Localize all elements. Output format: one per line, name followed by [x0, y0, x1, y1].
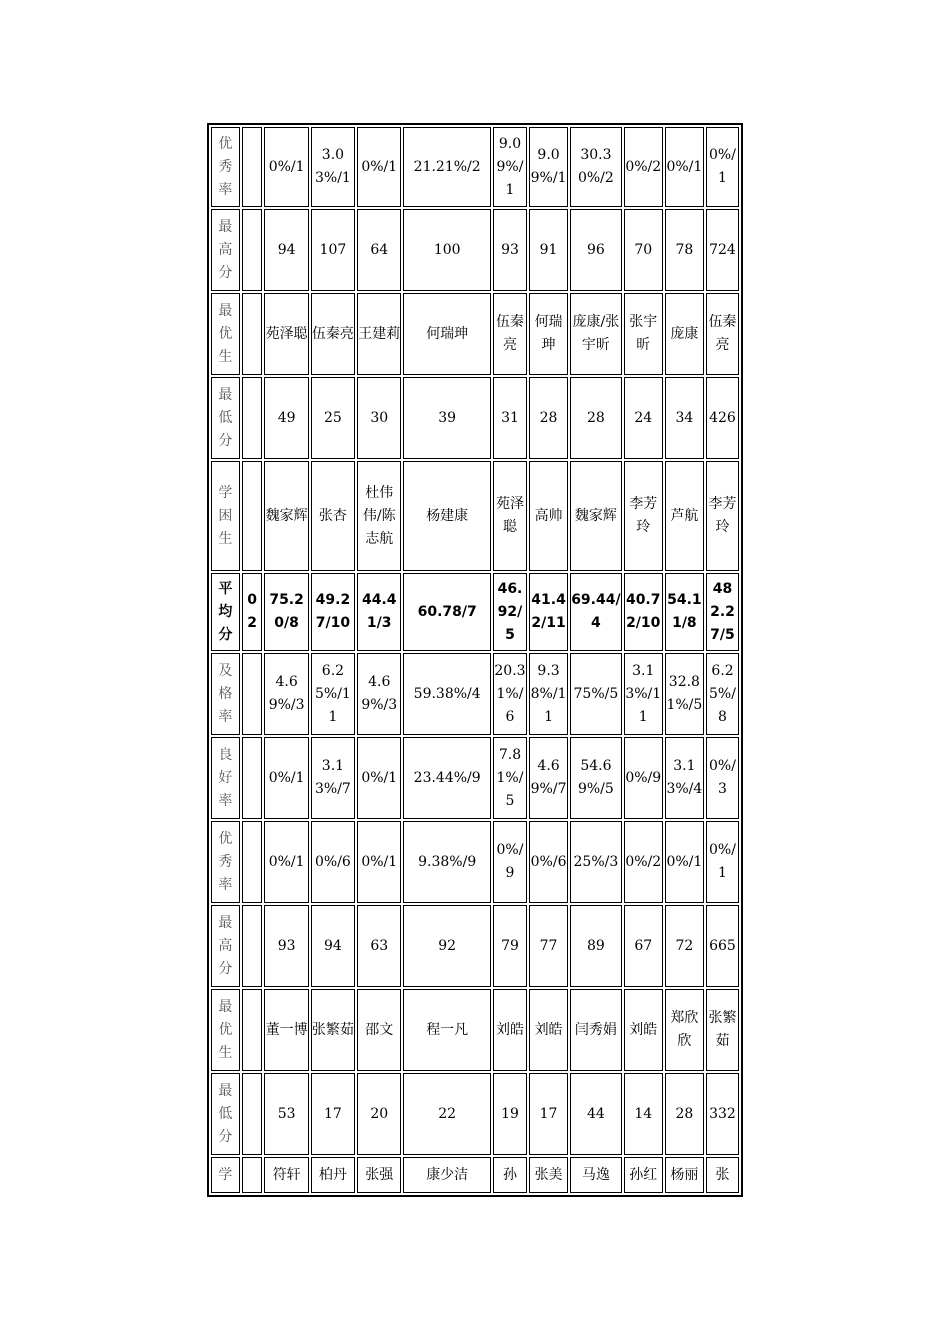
table-cell: 康少洁 [403, 1157, 491, 1193]
table-cell: 王建莉 [357, 293, 401, 375]
table-cell: 69.44/4 [570, 573, 622, 651]
table-cell: 符轩 [264, 1157, 308, 1193]
table-cell: 0%/2 [624, 821, 663, 903]
table-cell: 刘皓 [624, 989, 663, 1071]
table-cell: 3.13%/7 [311, 737, 355, 819]
table-cell: 100 [403, 209, 491, 291]
class-code-cell [242, 461, 263, 571]
table-cell: 426 [706, 377, 739, 459]
table-cell: 0%/9 [493, 821, 527, 903]
table-row [211, 989, 739, 1071]
table-cell: 107 [311, 209, 355, 291]
table-cell: 0%/1 [264, 737, 308, 819]
table-cell: 孙 [493, 1157, 527, 1193]
table-cell: 59.38%/4 [403, 653, 491, 735]
table-cell: 46.92/5 [493, 573, 527, 651]
table-cell: 4.69%/3 [264, 653, 308, 735]
table-cell: 34 [665, 377, 704, 459]
table-row [211, 461, 739, 571]
table-cell: 54.11/8 [665, 573, 704, 651]
table-cell: 柏丹 [311, 1157, 355, 1193]
table-cell: 78 [665, 209, 704, 291]
table-cell: 张繁茹 [706, 989, 739, 1071]
table-row [211, 209, 739, 291]
table-cell: 0%/6 [529, 821, 568, 903]
table-cell: 64 [357, 209, 401, 291]
table-cell: 93 [493, 209, 527, 291]
table-row [211, 821, 739, 903]
table-cell: 20.31%/6 [493, 653, 527, 735]
table-cell: 9.38%/11 [529, 653, 568, 735]
class-code-cell [242, 653, 263, 735]
table-cell: 24 [624, 377, 663, 459]
table-cell: 张 [706, 1157, 739, 1193]
table-cell: 4.69%/7 [529, 737, 568, 819]
table-cell: 482.27/5 [706, 573, 739, 651]
row-label: 最低分 [211, 377, 240, 459]
table-cell: 芦航 [665, 461, 704, 571]
table-row [211, 573, 739, 651]
table-cell: 庞康/张宇昕 [570, 293, 622, 375]
table-row [211, 905, 739, 987]
class-code-cell [242, 1157, 263, 1193]
class-code-cell [242, 905, 263, 987]
table-cell: 70 [624, 209, 663, 291]
table-cell: 0%/1 [706, 821, 739, 903]
table-cell: 张宇昕 [624, 293, 663, 375]
class-code-cell [242, 377, 263, 459]
class-code-cell: 02 [242, 573, 263, 651]
table-cell: 0%/1 [357, 127, 401, 207]
table-row [211, 653, 739, 735]
table-cell: 91 [529, 209, 568, 291]
table-cell: 郑欣欣 [665, 989, 704, 1071]
table-cell: 53 [264, 1073, 308, 1155]
table-cell: 苑泽聪 [264, 293, 308, 375]
table-cell: 30.30%/2 [570, 127, 622, 207]
table-cell: 3.13%/11 [624, 653, 663, 735]
table-cell: 44 [570, 1073, 622, 1155]
class-code-cell [242, 989, 263, 1071]
table-cell: 3.13%/4 [665, 737, 704, 819]
table-cell: 67 [624, 905, 663, 987]
table-cell: 刘皓 [493, 989, 527, 1071]
table-cell: 31 [493, 377, 527, 459]
table-cell: 89 [570, 905, 622, 987]
class-code-cell [242, 209, 263, 291]
table-cell: 杜伟伟/陈志航 [357, 461, 401, 571]
table-cell: 79 [493, 905, 527, 987]
table-body [211, 127, 739, 1193]
table-cell: 0%/1 [264, 127, 308, 207]
table-cell: 0%/3 [706, 737, 739, 819]
table-row [211, 1157, 739, 1193]
table-cell: 665 [706, 905, 739, 987]
table-cell: 25%/3 [570, 821, 622, 903]
table-cell: 32.81%/5 [665, 653, 704, 735]
table-cell: 李芳玲 [624, 461, 663, 571]
class-code-cell [242, 127, 263, 207]
row-label: 最高分 [211, 209, 240, 291]
table-cell: 孙红 [624, 1157, 663, 1193]
row-label: 最优生 [211, 293, 240, 375]
table-cell: 63 [357, 905, 401, 987]
table-cell: 程一凡 [403, 989, 491, 1071]
table-cell: 39 [403, 377, 491, 459]
table-cell: 张强 [357, 1157, 401, 1193]
table-cell: 0%/2 [624, 127, 663, 207]
row-label: 及格率 [211, 653, 240, 735]
row-label: 优秀率 [211, 821, 240, 903]
table-cell: 刘皓 [529, 989, 568, 1071]
table-cell: 21.21%/2 [403, 127, 491, 207]
score-statistics-table [207, 123, 743, 1197]
table-cell: 96 [570, 209, 622, 291]
table-cell: 49.27/10 [311, 573, 355, 651]
table-cell: 0%/1 [665, 821, 704, 903]
table-cell: 30 [357, 377, 401, 459]
row-label: 学困生 [211, 461, 240, 571]
table-cell: 0%/1 [264, 821, 308, 903]
table-cell: 0%/6 [311, 821, 355, 903]
table-row [211, 1073, 739, 1155]
table-cell: 0%/9 [624, 737, 663, 819]
table-cell: 23.44%/9 [403, 737, 491, 819]
table-cell: 92 [403, 905, 491, 987]
table-cell: 伍秦亮 [311, 293, 355, 375]
table-cell: 49 [264, 377, 308, 459]
table-cell: 0%/1 [357, 821, 401, 903]
table-row [211, 737, 739, 819]
table-cell: 李芳玲 [706, 461, 739, 571]
table-cell: 44.41/3 [357, 573, 401, 651]
table-cell: 40.72/10 [624, 573, 663, 651]
table-cell: 张繁茹 [311, 989, 355, 1071]
table-cell: 苑泽聪 [493, 461, 527, 571]
table-cell: 伍秦亮 [493, 293, 527, 375]
table-cell: 28 [570, 377, 622, 459]
row-label: 良好率 [211, 737, 240, 819]
table-cell: 75%/5 [570, 653, 622, 735]
class-code-cell [242, 293, 263, 375]
class-code-cell [242, 1073, 263, 1155]
table-cell: 9.09%/1 [529, 127, 568, 207]
table-cell: 6.25%/8 [706, 653, 739, 735]
row-label: 最低分 [211, 1073, 240, 1155]
table-cell: 杨建康 [403, 461, 491, 571]
table-cell: 60.78/7 [403, 573, 491, 651]
table-cell: 19 [493, 1073, 527, 1155]
table-row [211, 377, 739, 459]
table-cell: 4.69%/3 [357, 653, 401, 735]
table-cell: 54.69%/5 [570, 737, 622, 819]
table-cell: 高帅 [529, 461, 568, 571]
table-cell: 9.38%/9 [403, 821, 491, 903]
class-code-cell [242, 821, 263, 903]
table-cell: 41.42/11 [529, 573, 568, 651]
table-cell: 6.25%/11 [311, 653, 355, 735]
table-cell: 25 [311, 377, 355, 459]
score-table-wrapper [207, 123, 743, 1203]
table-cell: 93 [264, 905, 308, 987]
table-cell: 杨丽 [665, 1157, 704, 1193]
table-cell: 0%/1 [706, 127, 739, 207]
table-cell: 17 [311, 1073, 355, 1155]
table-cell: 94 [311, 905, 355, 987]
row-label: 最优生 [211, 989, 240, 1071]
table-cell: 94 [264, 209, 308, 291]
table-cell: 张美 [529, 1157, 568, 1193]
row-label: 平均分 [211, 573, 240, 651]
table-cell: 28 [529, 377, 568, 459]
table-cell: 17 [529, 1073, 568, 1155]
table-cell: 0%/1 [665, 127, 704, 207]
table-cell: 张杏 [311, 461, 355, 571]
table-cell: 何瑞珅 [529, 293, 568, 375]
table-cell: 董一博 [264, 989, 308, 1071]
table-cell: 14 [624, 1073, 663, 1155]
class-code-cell [242, 737, 263, 819]
table-cell: 72 [665, 905, 704, 987]
table-cell: 20 [357, 1073, 401, 1155]
table-cell: 28 [665, 1073, 704, 1155]
row-label: 学 [211, 1157, 240, 1193]
table-cell: 魏家辉 [570, 461, 622, 571]
table-cell: 何瑞珅 [403, 293, 491, 375]
table-cell: 3.03%/1 [311, 127, 355, 207]
table-cell: 75.20/8 [264, 573, 308, 651]
table-cell: 伍秦亮 [706, 293, 739, 375]
table-cell: 魏家辉 [264, 461, 308, 571]
table-cell: 邵文 [357, 989, 401, 1071]
row-label: 优秀率 [211, 127, 240, 207]
table-row [211, 293, 739, 375]
table-cell: 724 [706, 209, 739, 291]
table-cell: 庞康 [665, 293, 704, 375]
table-cell: 9.09%/1 [493, 127, 527, 207]
row-label: 最高分 [211, 905, 240, 987]
table-cell: 0%/1 [357, 737, 401, 819]
table-cell: 马逸 [570, 1157, 622, 1193]
table-cell: 7.81%/5 [493, 737, 527, 819]
table-cell: 332 [706, 1073, 739, 1155]
table-cell: 22 [403, 1073, 491, 1155]
table-row [211, 127, 739, 207]
table-cell: 77 [529, 905, 568, 987]
table-cell: 闫秀娟 [570, 989, 622, 1071]
